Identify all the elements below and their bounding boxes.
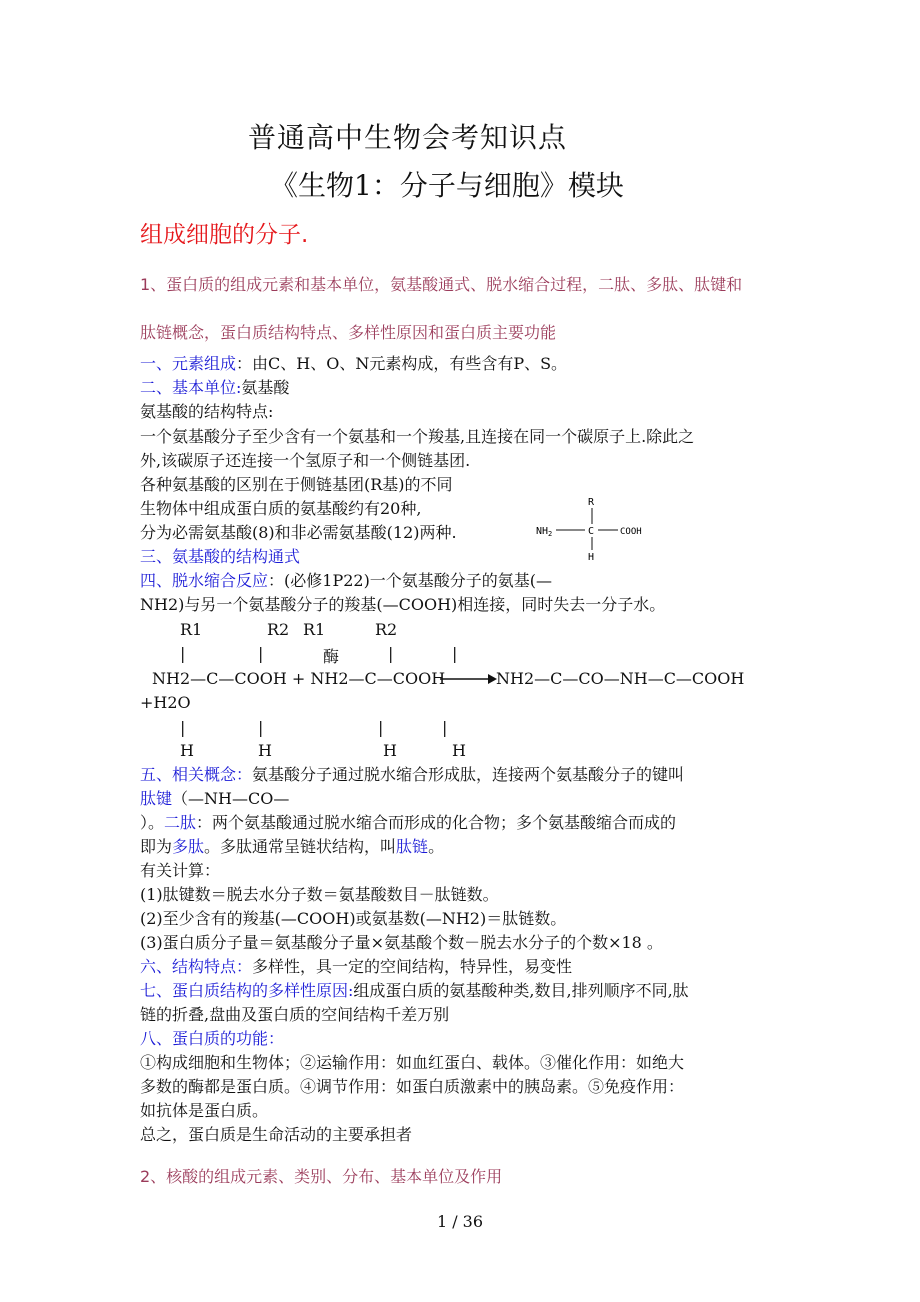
reaction-r1: R1 — [303, 620, 326, 639]
reaction-bond: | — [180, 718, 186, 737]
item-text: ）。 — [140, 813, 165, 832]
item-label: 七、蛋白质结构的多样性原因: — [140, 981, 354, 1000]
reaction-h: H — [180, 741, 194, 760]
reaction-bond: | — [452, 644, 458, 663]
text-line: (1)肽键数＝脱去水分子数＝氨基酸数目－肽链数。 — [140, 885, 499, 904]
topic-heading-1: 1、蛋白质的组成元素和基本单位，氨基酸通式、脱水缩合过程，二肽、多肽、肽键和 — [140, 275, 743, 294]
text-line: 分为必需氨基酸(8)和非必需氨基酸(12)两种. — [140, 523, 457, 542]
text-line: (2)至少含有的羧基(—COOH)或氨基数(—NH2)＝肽链数。 — [140, 909, 567, 928]
reaction-h: H — [383, 741, 397, 760]
text-line: ①构成细胞和生物体；②运输作用：如血红蛋白、载体。③催化作用：如绝大 — [140, 1053, 685, 1072]
reaction-product: NH2—C—CO—NH—C—COOH — [496, 669, 745, 688]
item-text: 氨基酸分子通过脱水缩合形成肽，连接两个氨基酸分子的键叫 — [252, 765, 685, 784]
text-line: 各种氨基酸的区别在于侧链基团(R基)的不同 — [140, 475, 453, 494]
formula-c: C — [588, 526, 595, 537]
item-label: 二、基本单位: — [140, 378, 242, 397]
reaction-bond: | — [442, 718, 448, 737]
item-functions: 八、蛋白质的功能： — [140, 1029, 285, 1048]
text-line: (3)蛋白质分子量＝氨基酸分子量×氨基酸个数－脱去水分子的个数×18 。 — [140, 933, 663, 952]
reaction-bond: | — [388, 644, 394, 663]
item-basic-unit — [140, 378, 289, 398]
formula-r: R — [588, 497, 595, 508]
term-polypeptide: 多肽 — [172, 837, 205, 856]
text-line — [140, 789, 289, 809]
text-line — [140, 813, 676, 833]
item-text: 。 — [428, 837, 445, 856]
reaction-bond: | — [258, 718, 264, 737]
topic-heading-2: 2、核酸的组成元素、类别、分布、基本单位及作用 — [140, 1167, 503, 1186]
reaction-enzyme: 酶 — [323, 647, 340, 666]
formula-nh2: NH — [536, 526, 549, 537]
reaction-h: H — [452, 741, 466, 760]
item-text: 氨基酸 — [241, 378, 290, 397]
item-text: 即为 — [140, 837, 173, 856]
item-label: 六、结构特点： — [140, 957, 253, 976]
text-line: 有关计算： — [140, 861, 221, 880]
text-line: 一个氨基酸分子至少含有一个氨基和一个羧基,且连接在同一个碳原子上.除此之 — [140, 427, 695, 446]
item-elements — [140, 354, 567, 374]
item-text: ：由C、H、O、N元素构成，有些含有P、S。 — [236, 354, 568, 373]
item-text: ：(必修1P22)一个氨基酸分子的氨基(— — [268, 571, 553, 590]
text-line: 总之，蛋白质是生命活动的主要承担者 — [140, 1125, 413, 1144]
reaction-r2: R2 — [267, 620, 290, 639]
amino-acid-formula — [530, 494, 660, 564]
text-line: NH2)与另一个氨基酸分子的羧基(—COOH)相连接，同时失去一分子水。 — [140, 595, 666, 614]
text-line: 生物体中组成蛋白质的氨基酸约有20种, — [140, 499, 422, 518]
term-peptide-bond: 肽键 — [140, 789, 173, 808]
text-line: 链的折叠,盘曲及蛋白质的空间结构千差万别 — [140, 1005, 450, 1024]
item-text: 多样性，具一定的空间结构，特异性，易变性 — [252, 957, 573, 976]
formula-sub: 2 — [548, 530, 553, 538]
text-line: 氨基酸的结构特点: — [140, 402, 274, 421]
reaction-bond: | — [378, 718, 384, 737]
document-title: 普通高中生物会考知识点 — [248, 121, 568, 154]
item-label: 五、相关概念： — [140, 765, 253, 784]
reaction-reactants: NH2—C—COOH + NH2—C—COOH — [152, 669, 446, 688]
item-label: 一、元素组成 — [140, 354, 237, 373]
text-line: 如抗体是蛋白质。 — [140, 1101, 269, 1120]
term-peptide-chain: 肽链 — [396, 837, 429, 856]
reaction-water: +H2O — [140, 693, 191, 712]
item-text: ：两个氨基酸通过脱水缩合而形成的化合物；多个氨基酸缩合而成的 — [196, 813, 677, 832]
section-heading: 组成细胞的分子. — [140, 222, 309, 248]
reaction-h: H — [258, 741, 272, 760]
formula-h: H — [588, 552, 595, 563]
page-number: 1 / 36 — [436, 1212, 484, 1231]
formula-cooh: COOH — [620, 527, 642, 537]
item-concepts — [140, 765, 684, 785]
text-line — [140, 837, 444, 857]
text-line: 外,该碳原子还连接一个氢原子和一个侧链基团. — [140, 451, 471, 470]
item-formula: 三、氨基酸的结构通式 — [140, 547, 301, 566]
item-dehydration — [140, 571, 552, 591]
topic-heading-1-cont: 肽链概念，蛋白质结构特点、多样性原因和蛋白质主要功能 — [140, 323, 557, 342]
item-text: 组成蛋白质的氨基酸种类,数目,排列顺序不同,肽 — [353, 981, 689, 1000]
item-text: （—NH—CO— — [172, 789, 290, 808]
reaction-bond: | — [180, 644, 186, 663]
term-dipeptide: 二肽 — [164, 813, 197, 832]
item-diversity — [140, 981, 689, 1001]
reaction-r1: R1 — [180, 620, 203, 639]
item-structure — [140, 957, 572, 977]
reaction-arrow-icon — [440, 670, 498, 688]
item-text: 。多肽通常呈链状结构，叫 — [204, 837, 397, 856]
text-line: 多数的酶都是蛋白质。④调节作用：如蛋白质激素中的胰岛素。⑤免疫作用： — [140, 1077, 685, 1096]
reaction-bond: | — [258, 644, 264, 663]
item-label: 四、脱水缩合反应 — [140, 571, 269, 590]
document-subtitle: 《生物1：分子与细胞》模块 — [270, 169, 624, 202]
reaction-r2: R2 — [375, 620, 398, 639]
